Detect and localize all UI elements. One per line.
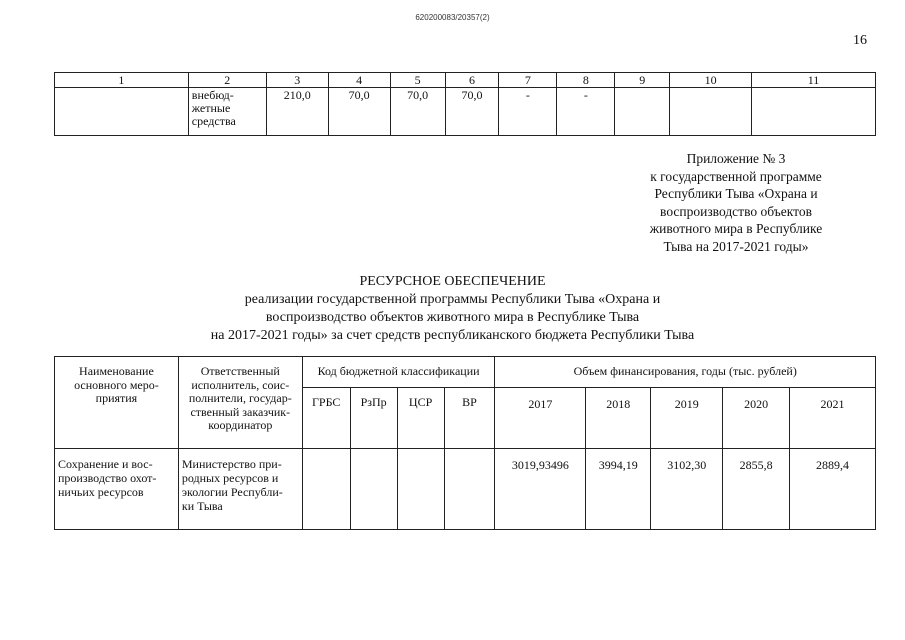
value-cell [670,88,752,136]
column-number: 6 [445,73,499,88]
header-line: ственный заказчик- [190,404,291,419]
appendix-line: воспроизводство объектов [660,203,812,219]
value-cell: - [557,88,615,136]
appendix-line: Приложение № 3 [686,151,786,166]
header-row [55,357,876,388]
responsible-line: родных ресурсов и [181,471,279,485]
appendix-line: Республики Тыва «Охрана и [654,186,818,201]
responsible-line: ки Тыва [181,499,223,513]
amount-cell: 3994,19 [586,449,651,530]
code-cell [444,449,495,530]
amount-cell: 2889,4 [790,449,876,530]
responsible-line: экологии Республи- [181,485,283,499]
header-line: координатор [208,418,273,432]
column-header-year: 2017 [495,388,586,449]
activity-line: производство охот- [58,471,157,485]
column-header-year: 2019 [651,388,723,449]
column-number: 4 [328,73,390,88]
code-cell [397,449,444,530]
appendix-note [621,150,851,255]
column-header-year: 2018 [586,388,651,449]
value-cell: 70,0 [390,88,445,136]
column-number: 8 [557,73,615,88]
column-group-funding: Объем финансирования, годы (тыс. рублей) [495,357,876,388]
heading-subtitle-line: воспроизводство объектов животного мира в Республике Тыва [265,310,640,325]
document-id: 620200083/20357(2) [415,13,490,22]
header-line: исполнитель, соис- [191,377,290,392]
column-number: 11 [752,73,876,88]
activity-cell [55,449,179,530]
value-cell: - [499,88,557,136]
header-line: полнители, государ- [188,391,292,405]
column-header-activity [55,357,179,449]
continuation-table [54,72,876,136]
amount-cell: 3019,93496 [495,449,586,530]
table-row [55,88,876,136]
table-row [55,449,876,530]
value-cell: 70,0 [445,88,499,136]
column-number: 7 [499,73,557,88]
column-number: 5 [390,73,445,88]
column-header-year: 2021 [790,388,876,449]
value-cell [752,88,876,136]
empty-cell [55,88,189,136]
column-header-csr: ЦСР [397,388,444,449]
value-cell [615,88,670,136]
header-line: основного меро- [74,377,159,392]
amount-cell: 3102,30 [651,449,723,530]
document-heading [0,273,905,345]
column-header-year: 2020 [723,388,790,449]
column-number: 2 [188,73,266,88]
value-cell: 70,0 [328,88,390,136]
column-header-responsible [178,357,302,449]
appendix-line: Тыва на 2017-2021 годы» [663,238,809,254]
header-line: Наименование [79,364,154,378]
appendix-line: к государственной программе [650,168,822,184]
funding-source-line: средства [191,114,236,128]
column-header-grbs: ГРБС [302,388,350,449]
page-number: 16 [853,33,867,48]
header-line: приятия [95,391,138,405]
column-number: 1 [55,73,189,88]
column-number: 10 [670,73,752,88]
funding-source-line: внебюд- [191,88,234,102]
column-number-row [55,73,876,88]
appendix-line: животного мира в Республике [649,221,823,236]
column-group-budget-code: Код бюджетной классификации [302,357,495,388]
responsible-line: Министерство при- [181,457,282,471]
column-number: 3 [266,73,328,88]
funding-source-line: жетные [191,101,231,115]
heading-subtitle-line: на 2017-2021 годы» за счет средств республиканского бюджета Республики Тыва [210,328,695,343]
code-cell [302,449,350,530]
activity-line: Сохранение и вос- [58,457,153,471]
header-line: Ответственный [200,364,280,378]
column-header-vr: ВР [444,388,495,449]
responsible-cell [178,449,302,530]
column-header-rzpr: РзПр [350,388,397,449]
amount-cell: 2855,8 [723,449,790,530]
resource-table [54,356,876,530]
heading-subtitle-line: реализации государственной программы Республики Тыва «Охрана и [244,292,661,307]
heading-title: РЕСУРСНОЕ ОБЕСПЕЧЕНИЕ [359,274,546,289]
funding-source-cell [188,88,266,136]
column-number: 9 [615,73,670,88]
code-cell [350,449,397,530]
activity-line: ничьих ресурсов [58,485,144,499]
value-cell: 210,0 [266,88,328,136]
